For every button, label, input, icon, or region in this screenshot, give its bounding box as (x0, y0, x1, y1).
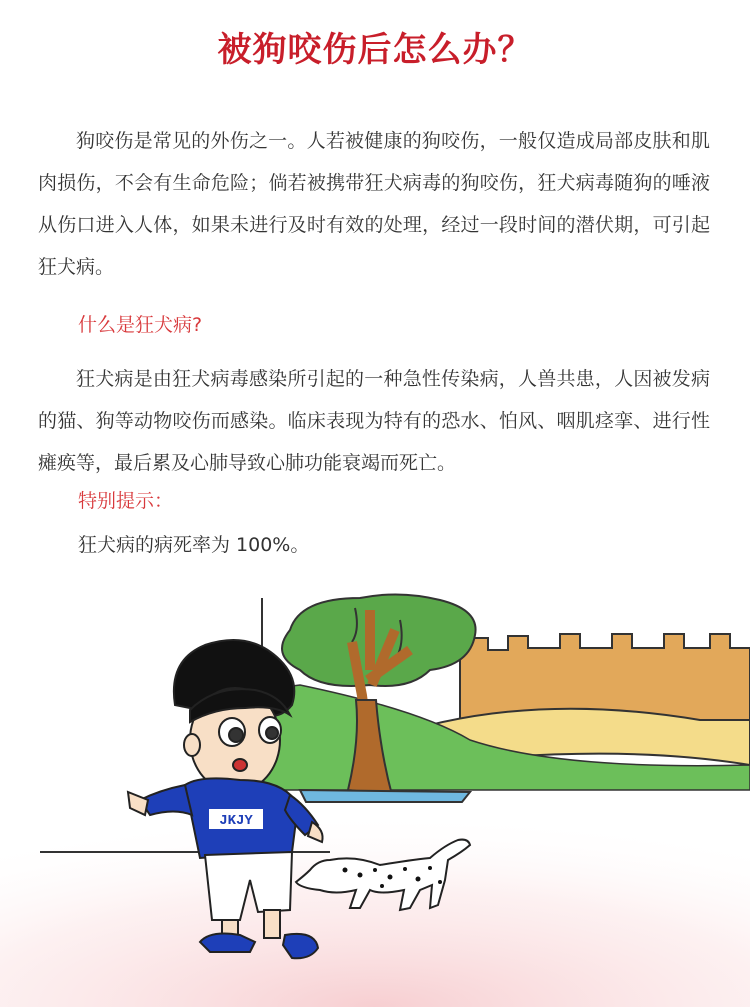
section-paragraph: 狂犬病是由狂犬病毒感染所引起的一种急性传染病，人兽共患，人因被发病的猫、狗等动物咬伤而感染。临床表现为特有的恐水、怕风、咽肌痉挛、进行性瘫痪等，最后累及心肺导致心肺功能衰竭而死亡。 (38, 368, 710, 474)
dog-bite-illustration (0, 590, 750, 1007)
wall (460, 634, 750, 720)
tip-label: 特别提示： (78, 490, 174, 512)
background-fade (0, 790, 750, 1007)
tip-text: 狂犬病的病死率为 100%。 (78, 534, 310, 556)
page-title: 被狗咬伤后怎么办？ (217, 30, 533, 70)
intro-paragraph: 狗咬伤是常见的外伤之一。人若被健康的狗咬伤，一般仅造成局部皮肤和肌肉损伤，不会有生命危险；倘若被携带狂犬病毒的狗咬伤，狂犬病毒随狗的唾液从伤口进入人体，如果未进行及时有效的处理，经过一段时间的潜伏期，可引起狂犬病。 (38, 130, 710, 278)
section-heading: 什么是狂犬病? (78, 314, 203, 336)
shirt-text: JKJY (219, 813, 253, 829)
